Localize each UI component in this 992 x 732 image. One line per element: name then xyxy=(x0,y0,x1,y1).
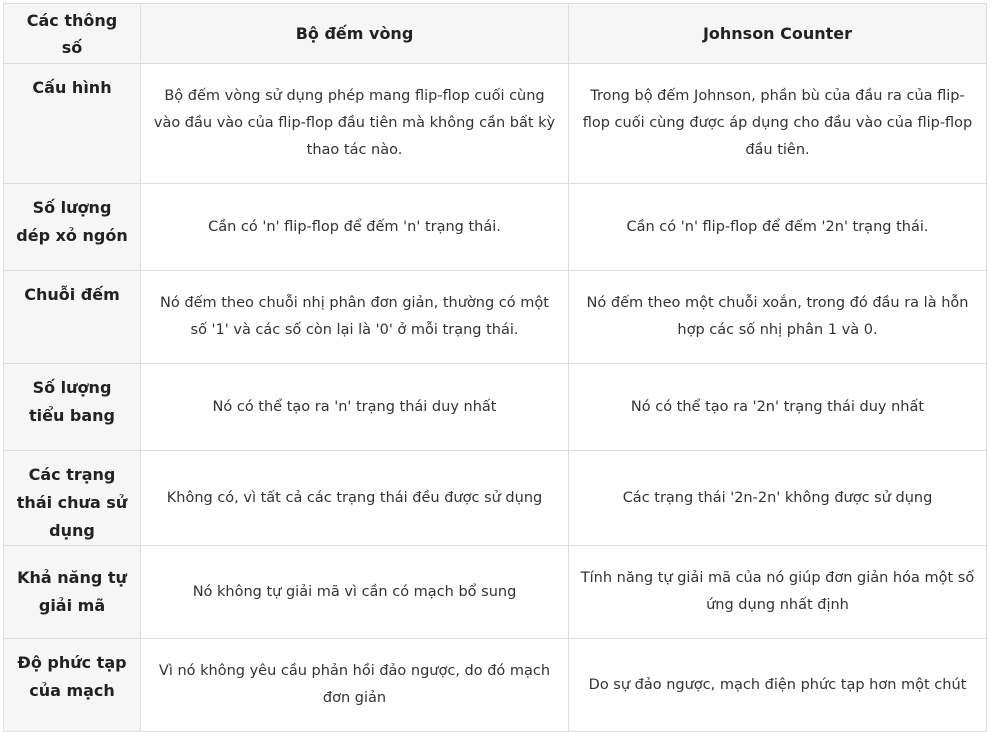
johnson-counter-cell: Tính năng tự giải mã của nó giúp đơn giản hóa một số ứng dụng nhất định xyxy=(569,546,987,639)
johnson-counter-cell: Trong bộ đếm Johnson, phần bù của đầu ra của flip-flop cuối cùng được áp dụng cho đầu vào của flip-flop đầu tiên. xyxy=(569,64,987,184)
comparison-table-wrapper xyxy=(3,3,986,732)
ring-counter-cell: Nó có thể tạo ra 'n' trạng thái duy nhất xyxy=(141,364,569,451)
table-row xyxy=(4,364,987,451)
table-row xyxy=(4,184,987,271)
table-row xyxy=(4,639,987,732)
table-row xyxy=(4,271,987,364)
header-parameters: Các thông số xyxy=(4,4,141,64)
johnson-counter-cell: Nó đếm theo một chuỗi xoắn, trong đó đầu ra là hỗn hợp các số nhị phân 1 và 0. xyxy=(569,271,987,364)
ring-counter-cell: Cần có 'n' flip-flop để đếm 'n' trạng thái. xyxy=(141,184,569,271)
table-row xyxy=(4,451,987,546)
header-ring-counter: Bộ đếm vòng xyxy=(141,4,569,64)
row-label: Số lượng tiểu bang xyxy=(4,364,141,451)
row-label: Cấu hình xyxy=(4,64,141,184)
johnson-counter-cell: Do sự đảo ngược, mạch điện phức tạp hơn một chút xyxy=(569,639,987,732)
header-johnson-counter: Johnson Counter xyxy=(569,4,987,64)
ring-counter-cell: Nó đếm theo chuỗi nhị phân đơn giản, thường có một số '1' và các số còn lại là '0' ở mỗi trạng thái. xyxy=(141,271,569,364)
header-row xyxy=(4,4,987,64)
row-label: Chuỗi đếm xyxy=(4,271,141,364)
row-label: Độ phức tạp của mạch xyxy=(4,639,141,732)
ring-counter-cell: Vì nó không yêu cầu phản hồi đảo ngược, do đó mạch đơn giản xyxy=(141,639,569,732)
johnson-counter-cell: Cần có 'n' flip-flop để đếm '2n' trạng thái. xyxy=(569,184,987,271)
table-row xyxy=(4,546,987,639)
comparison-table xyxy=(3,3,987,732)
row-label: Khả năng tự giải mã xyxy=(4,546,141,639)
ring-counter-cell: Bộ đếm vòng sử dụng phép mang flip-flop cuối cùng vào đầu vào của flip-flop đầu tiên mà không cần bất kỳ thao tác nào. xyxy=(141,64,569,184)
johnson-counter-cell: Các trạng thái '2n-2n' không được sử dụng xyxy=(569,451,987,546)
row-label: Số lượng dép xỏ ngón xyxy=(4,184,141,271)
ring-counter-cell: Không có, vì tất cả các trạng thái đều được sử dụng xyxy=(141,451,569,546)
table-row xyxy=(4,64,987,184)
ring-counter-cell: Nó không tự giải mã vì cần có mạch bổ sung xyxy=(141,546,569,639)
row-label: Các trạng thái chưa sử dụng xyxy=(4,451,141,546)
johnson-counter-cell: Nó có thể tạo ra '2n' trạng thái duy nhất xyxy=(569,364,987,451)
